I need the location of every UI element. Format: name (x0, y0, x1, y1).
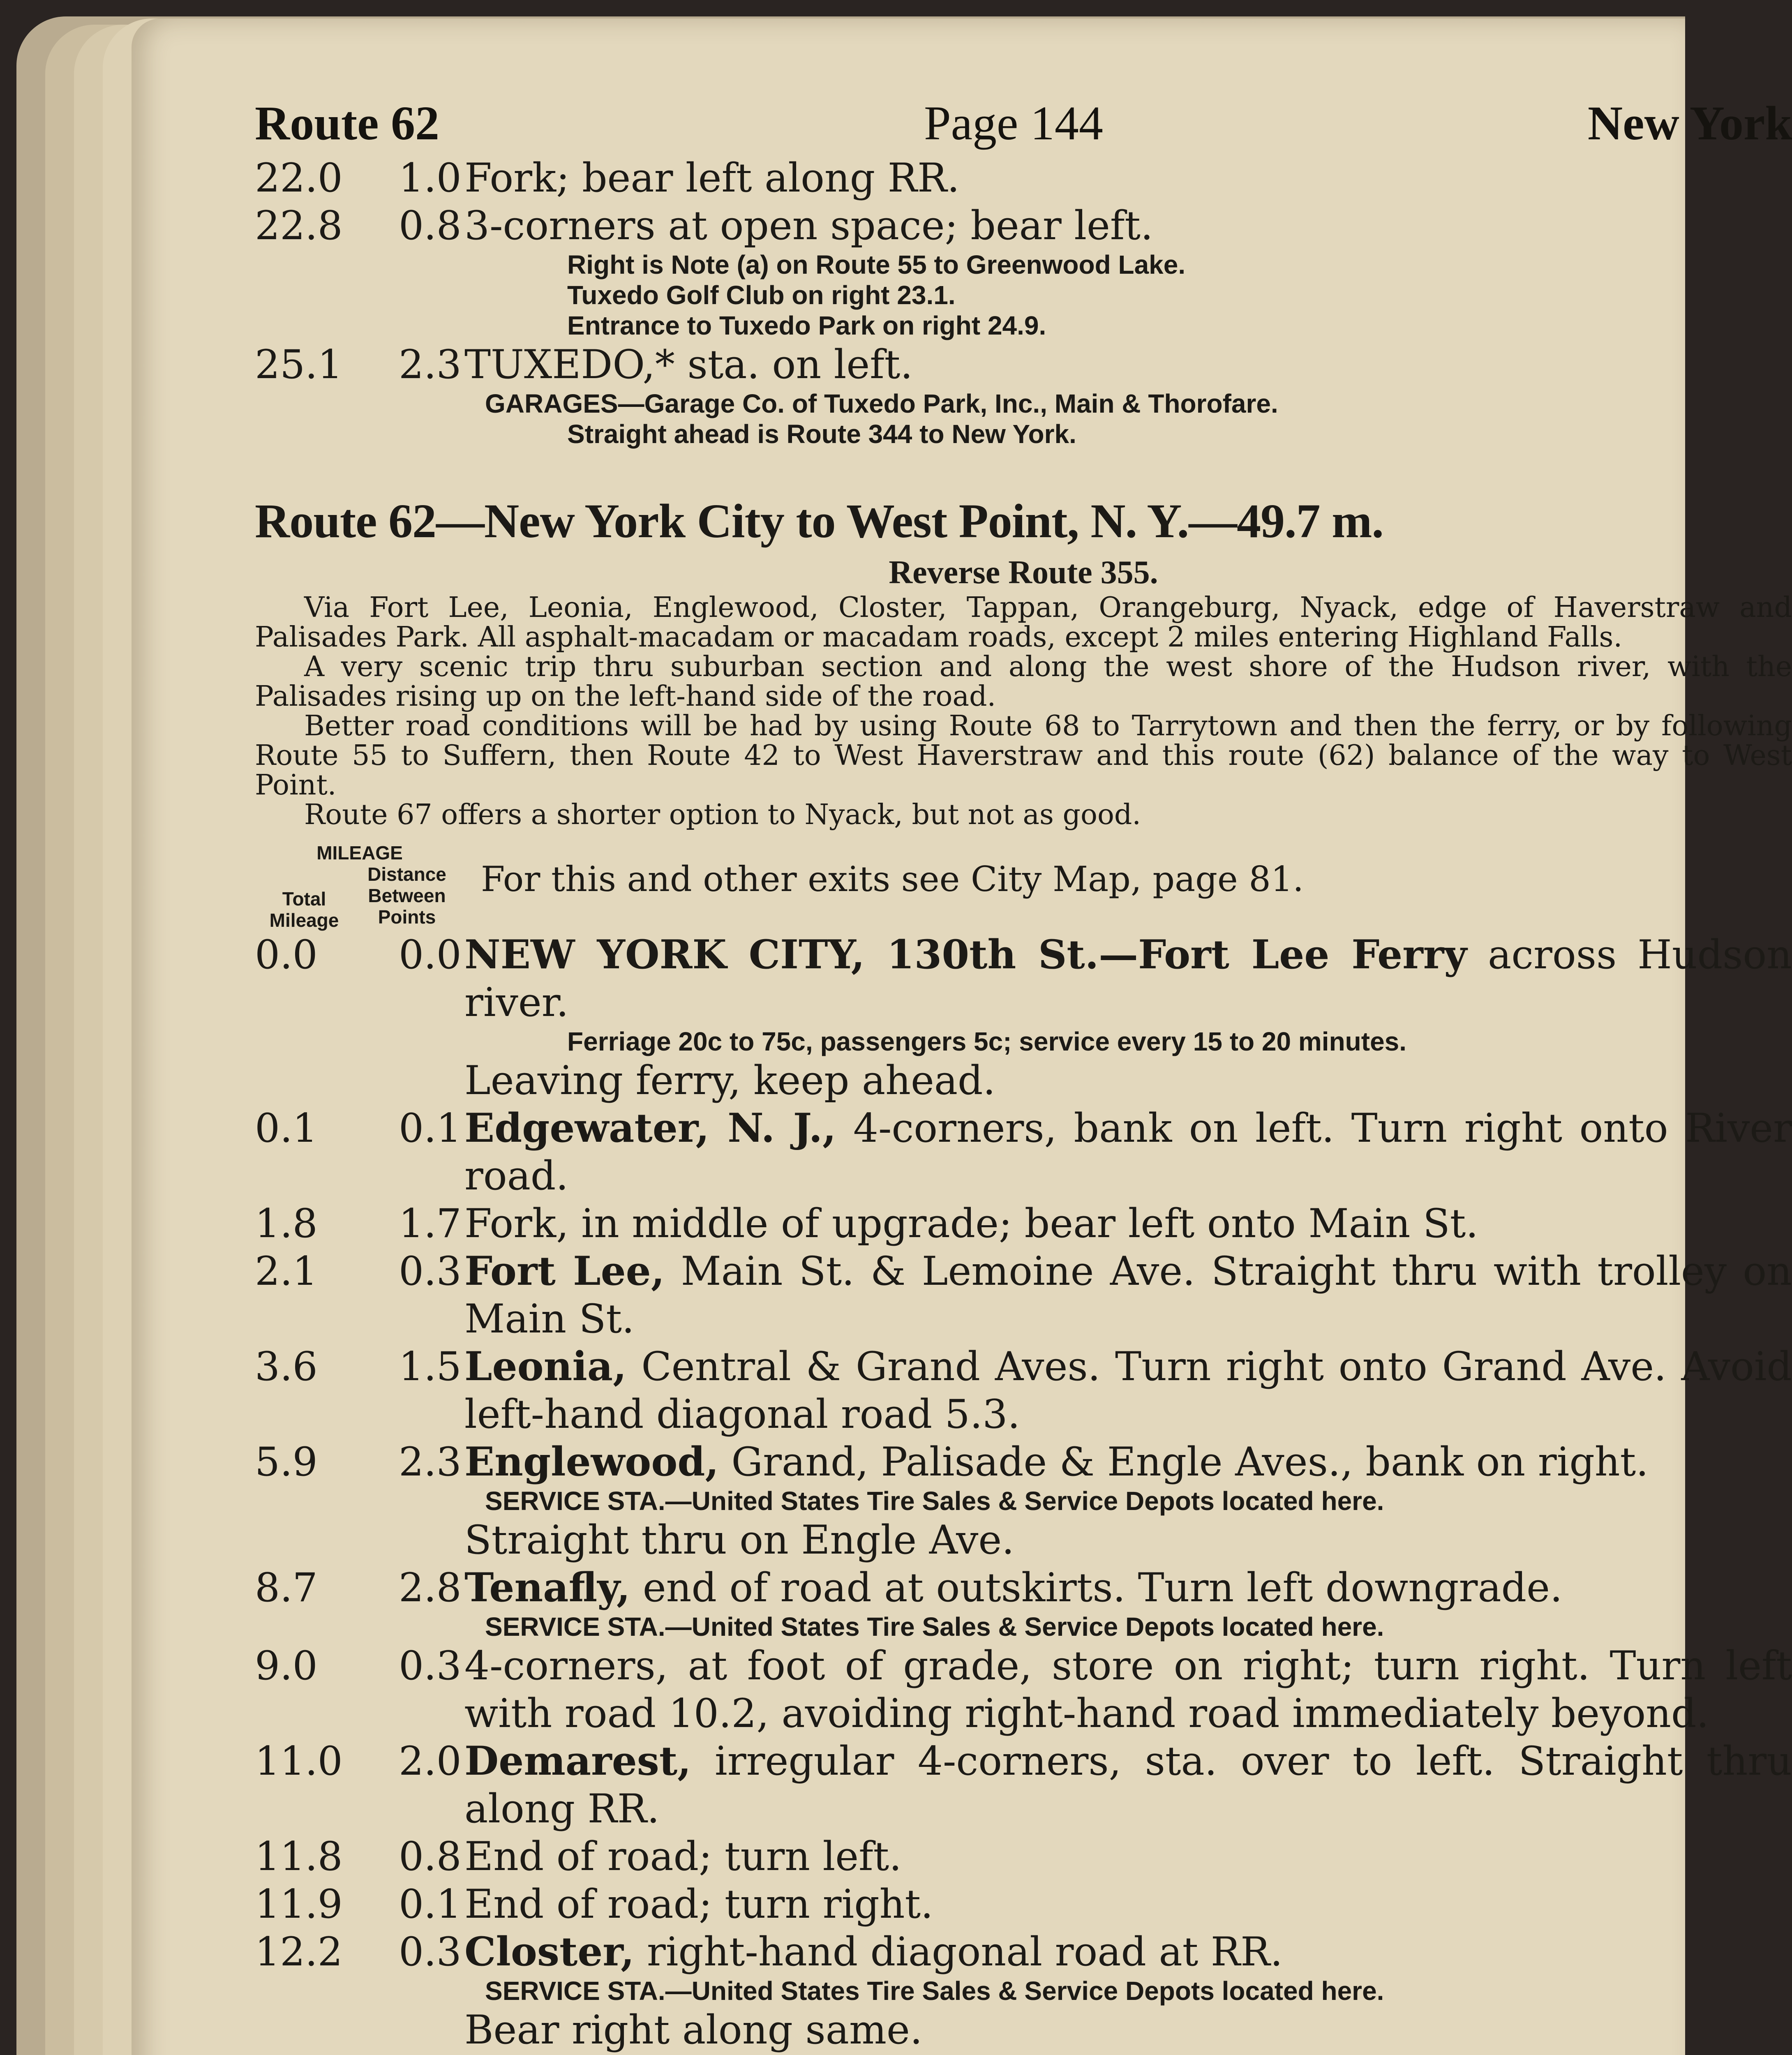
entry-text (464, 1104, 1792, 1200)
header-state: New York (1587, 96, 1792, 150)
direction-text: across Hudson river. (464, 932, 1792, 1025)
mileage-header-row (255, 842, 1792, 931)
distance-between: 1.7 (399, 1201, 462, 1247)
route-entry (255, 1438, 1792, 1486)
distance-between: 0.1 (399, 1105, 462, 1151)
place-name: NEW YORK CITY, 130th St.—Fort Lee Ferry (464, 931, 1467, 978)
distance-label: Distance Between Points (367, 864, 446, 928)
direction-text: Grand, Palisade & Engle Aves., bank on right. (718, 1439, 1649, 1485)
total-mileage: 9.0 (255, 1643, 318, 1689)
place-name: Tenafly, (464, 1564, 630, 1611)
distance-between (399, 1516, 464, 1564)
total-mileage: 0.0 (255, 932, 318, 978)
distance-between: 0.8 (399, 1833, 462, 1880)
place-name: Closter, (464, 1928, 635, 1975)
route-entry (255, 341, 1792, 388)
direction-text: right-hand diagonal road at RR. (634, 1929, 1283, 1975)
total-mileage: 8.7 (255, 1565, 318, 1611)
distance-between: 1.0 (399, 155, 462, 201)
direction-text: Central & Grand Aves. Turn right onto Grand Ave. Avoid left-hand diagonal road 5.3. (464, 1344, 1792, 1437)
total-mileage: 0.1 (255, 1105, 318, 1151)
route-entry (255, 1642, 1792, 1737)
total-mileage: 11.8 (255, 1833, 343, 1880)
route-note: GARAGES—Garage Co. of Tuxedo Park, Inc., Main & Thorofare. (485, 389, 1278, 418)
total-mileage: 2.1 (255, 1248, 318, 1294)
route-entry (255, 1516, 1792, 1564)
entry-text (464, 1642, 1792, 1737)
direction-text: Main St. & Lemoine Ave. Straight thru with trolley on Main St. (464, 1248, 1792, 1342)
place-name: Leonia, (464, 1343, 627, 1390)
distance-between (399, 2006, 464, 2054)
route-note: Tuxedo Golf Club on right 23.1. (567, 280, 956, 310)
route-intro (255, 593, 1792, 830)
mileage-header (255, 842, 464, 931)
total-mileage: 22.8 (255, 203, 343, 249)
direction-text: Bear right along same. (464, 2007, 923, 2053)
place-name: Edgewater, N. J., (464, 1105, 836, 1151)
route-entry (255, 1247, 1792, 1343)
direction-text: End of road; turn left. (464, 1833, 902, 1880)
intro-paragraph: Via Fort Lee, Leonia, Englewood, Closter, Tappan, Orangeburg, Nyack, edge of Haverstraw and Palisades Park. All asphalt-macadam or macadam roads, except 2 miles entering Highland Falls. (255, 591, 1792, 653)
entry-text (464, 1200, 1792, 1247)
route-note: Ferriage 20c to 75c, passengers 5c; service every 15 to 20 minutes. (567, 1027, 1407, 1056)
book-page (132, 18, 1792, 2055)
route-entry (255, 1833, 1792, 1880)
distance-between (399, 1057, 464, 1104)
distance-between: 2.3 (399, 1439, 462, 1485)
entry-text (464, 1564, 1792, 1612)
entry-text (464, 202, 1792, 249)
total-mileage: 11.0 (255, 1738, 343, 1784)
route-entry (255, 1564, 1792, 1612)
distance-between: 0.3 (399, 1643, 462, 1689)
route-subtitle: Reverse Route 355. (889, 554, 1158, 591)
total-mileage (255, 1057, 399, 1104)
direction-text: 4-corners, bank on left. Turn right onto River road. (464, 1105, 1792, 1199)
direction-text: TUXEDO,* sta. on left. (464, 342, 913, 388)
intro-paragraph: Better road conditions will be had by using Route 68 to Tarrytown and then the ferry, or by following Route 55 to Suffern, then Route 42 to West Haverstraw and this route (62) balance of the way to West Point. (255, 710, 1792, 801)
total-mileage: 5.9 (255, 1439, 318, 1485)
distance-between: 1.5 (399, 1344, 462, 1390)
total-mileage (255, 1516, 399, 1564)
entry-text (464, 1880, 1792, 1928)
place-name: Fort Lee, (464, 1248, 665, 1294)
route-title: Route 62—New York City to West Point, N. Y.—49.7 m. (255, 494, 1383, 548)
top-entries (255, 154, 1792, 449)
total-mileage-label: Total Mileage (269, 888, 339, 931)
direction-text: End of road; turn right. (464, 1881, 933, 1927)
route-entry (255, 1928, 1792, 1976)
distance-between: 0.3 (399, 1248, 462, 1294)
route-entry (255, 202, 1792, 249)
direction-text: Fork; bear left along RR. (464, 155, 960, 201)
direction-text: Straight thru on Engle Ave. (464, 1517, 1014, 1563)
total-mileage: 11.9 (255, 1881, 343, 1927)
entry-text (464, 1928, 1792, 1976)
place-name: Englewood, (464, 1438, 719, 1485)
entry-text (464, 931, 1792, 1026)
page-content (255, 92, 1792, 2055)
entry-text (464, 1057, 1792, 1104)
distance-between: 0.1 (399, 1881, 462, 1927)
entry-text (464, 2006, 1792, 2054)
route-entry (255, 2006, 1792, 2054)
route-entry (255, 1200, 1792, 1247)
total-mileage: 12.2 (255, 1929, 343, 1975)
place-name: Demarest, (464, 1738, 691, 1784)
route-note: Straight ahead is Route 344 to New York. (567, 419, 1076, 449)
header-page-number: Page 144 (924, 96, 1103, 150)
route-entry (255, 154, 1792, 202)
distance-between: 2.8 (399, 1565, 462, 1611)
distance-between: 0.8 (399, 203, 462, 249)
route-note: SERVICE STA.—United States Tire Sales & Service Depots located here. (485, 1486, 1384, 1516)
intro-paragraph: A very scenic trip thru suburban section and along the west shore of the Hudson river, with the Palisades rising up on the left-hand side of the road. (255, 651, 1792, 713)
entry-text (464, 154, 1792, 202)
route-note: SERVICE STA.—United States Tire Sales & Service Depots located here. (485, 1976, 1384, 2006)
route-entry (255, 1737, 1792, 1833)
entry-text (464, 1438, 1792, 1486)
header-route: Route 62 (255, 96, 440, 150)
entry-text (464, 1737, 1792, 1833)
direction-text: Leaving ferry, keep ahead. (464, 1058, 996, 1104)
page-header (255, 92, 1792, 154)
direction-text: irregular 4-corners, sta. over to left. Straight thru along RR. (464, 1738, 1792, 1832)
route-entry (255, 1880, 1792, 1928)
direction-text: 4-corners, at foot of grade, store on right; turn right. Turn left with road 10.2, avoiding right-hand road immediately beyond. (464, 1643, 1792, 1736)
route-entry (255, 1104, 1792, 1200)
route-note: SERVICE STA.—United States Tire Sales & Service Depots located here. (485, 1612, 1384, 1642)
intro-paragraph: Route 67 offers a shorter option to Nyack, but not as good. (304, 799, 1141, 831)
total-mileage: 25.1 (255, 342, 343, 388)
total-mileage: 22.0 (255, 155, 343, 201)
direction-text: end of road at outskirts. Turn left downgrade. (630, 1565, 1563, 1611)
route-entry (255, 1343, 1792, 1438)
distance-between: 2.3 (399, 342, 462, 388)
direction-text: 3-corners at open space; bear left. (464, 203, 1153, 249)
direction-text: Fork, in middle of upgrade; bear left onto Main St. (464, 1201, 1478, 1247)
city-map-note: For this and other exits see City Map, page 81. (481, 859, 1304, 899)
route-note: Entrance to Tuxedo Park on right 24.9. (567, 311, 1046, 340)
entry-text (464, 341, 1792, 388)
entry-text (464, 1516, 1792, 1564)
distance-between: 0.0 (399, 932, 462, 978)
entry-text (464, 1833, 1792, 1880)
route-entry (255, 1057, 1792, 1104)
mileage-title: MILEAGE (316, 842, 403, 864)
route-entries (255, 931, 1792, 2055)
entry-text (464, 1343, 1792, 1438)
entry-text (464, 1247, 1792, 1343)
route-entry (255, 931, 1792, 1026)
route-note: Right is Note (a) on Route 55 to Greenwood Lake. (567, 250, 1186, 279)
total-mileage: 3.6 (255, 1344, 318, 1390)
distance-between: 2.0 (399, 1738, 462, 1784)
total-mileage: 1.8 (255, 1201, 318, 1247)
total-mileage (255, 2006, 399, 2054)
distance-between: 0.3 (399, 1929, 462, 1975)
